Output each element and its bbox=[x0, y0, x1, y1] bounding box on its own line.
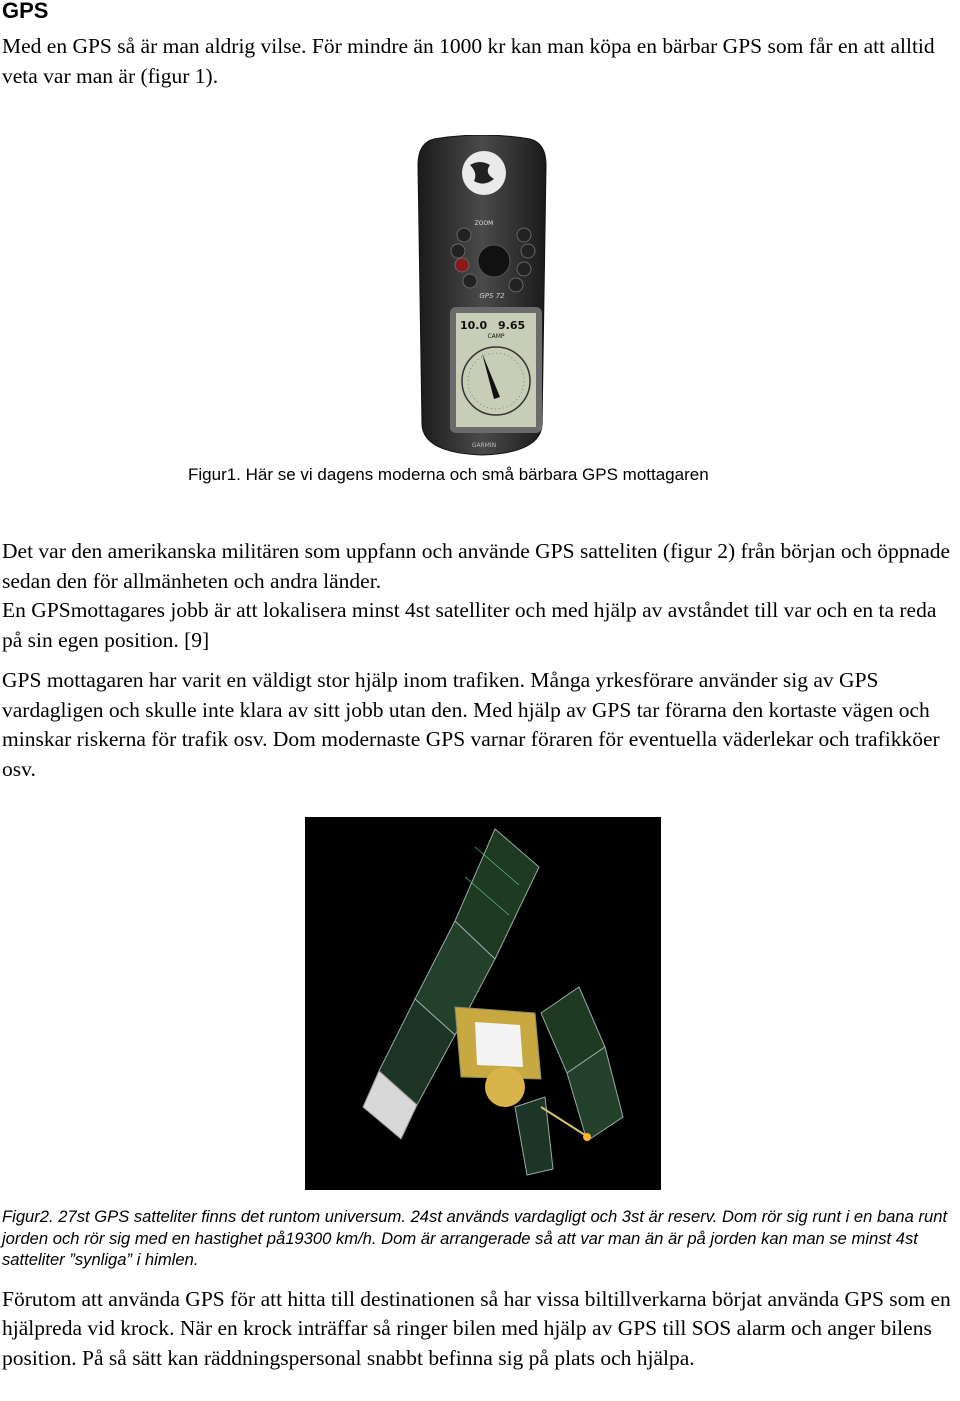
paragraph-crash-alarm: Förutom att använda GPS för att hitta till destinationen så har vissa biltillverkarna börjat använda GPS som en hjälpreda vid krock. När en krock inträffar så ringer bilen med hjälp av GPS till SOS alarm och anger bilens position. På så sätt kan räddningspersonal snabbt befinna sig på plats och hjälpa. bbox=[2, 1287, 951, 1370]
paragraph-receiver-job: En GPSmottagares jobb är att lokalisera minst 4st satelliter och med hjälp av avståndet till var och en ta reda på sin egen position. [9] bbox=[2, 598, 937, 652]
screen-label: CAMP bbox=[487, 333, 505, 340]
intro-paragraph: Med en GPS så är man aldrig vilse. För mindre än 1000 kr kan man köpa en bärbar GPS som får en att alltid veta var man är (figur 1). bbox=[2, 34, 935, 88]
gps-device-image bbox=[414, 135, 550, 457]
gps-satellite-image bbox=[305, 817, 661, 1190]
screen-right-value: 9.65 bbox=[498, 319, 526, 332]
paragraph-traffic: GPS mottagaren har varit en väldigt stor hjälp inom trafiken. Många yrkesförare använder sig av GPS vardagligen och skulle inte klara av sitt jobb utan den. Med hjälp av GPS tar förarna den kortaste vägen och minskar riskerna för trafik osv. Dom modernaste GPS varnar föraren för eventuella väderlekar och trafikköer osv. bbox=[2, 668, 940, 781]
page-title: GPS bbox=[2, 0, 49, 23]
device-brand-top: ZOOM bbox=[474, 220, 494, 227]
figure2-caption: Figur2. 27st GPS satteliter finns det runtom universum. 24st används vardagligt och 3st är reserv. Dom rör sig runt i en bana runt jorden och rör sig med en hastighet på19300 km/h. Dom är arrangerade så att var man än är på jorden kan man se minst 4st satteliter ”synliga” i himlen. bbox=[2, 1207, 948, 1269]
globe-logo-icon bbox=[462, 151, 506, 195]
paragraph-history: Det var den amerikanska militären som uppfann och använde GPS satteliten (figur 2) från början och öppnade sedan den för allmänheten och andra länder. bbox=[2, 539, 951, 593]
device-brand-bottom: GARMIN bbox=[471, 442, 497, 449]
screen-left-value: 10.0 bbox=[460, 319, 488, 332]
figure1-caption: Figur1. Här se vi dagens moderna och små bärbara GPS mottagaren bbox=[188, 465, 709, 484]
device-model: GPS 72 bbox=[479, 292, 505, 300]
